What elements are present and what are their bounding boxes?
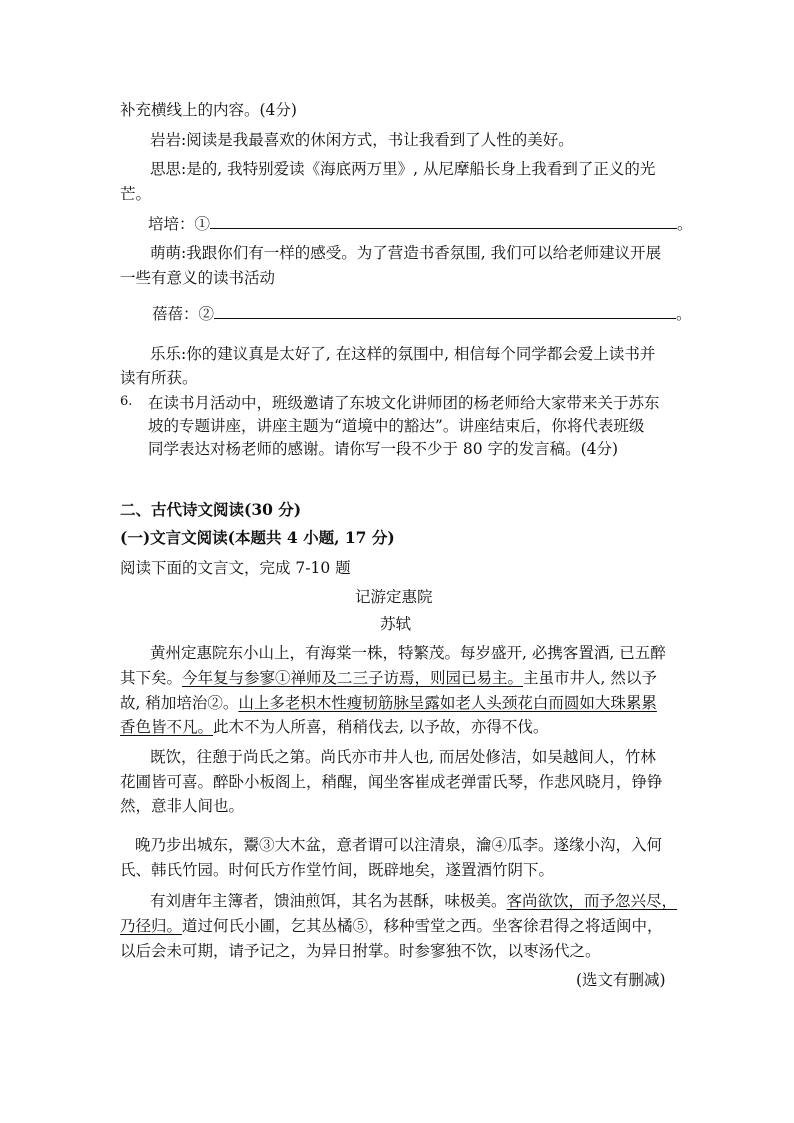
p1-line4 [120, 715, 548, 737]
answer-blank-2[interactable] [214, 304, 676, 319]
p2-line1: 既饮，往憩于尚氏之第。尚氏亦市井人也, 而居处修洁，如吴越间人，竹林 [150, 748, 656, 766]
q5-instruction: 补充横线上的内容。(4分) [120, 101, 297, 119]
p3-line1: 晚乃步出城东，鬻③大木盆，意者谓可以注清泉，瀹④瓜李。遂缘小沟，入何 [135, 836, 663, 854]
q6-number: 6. [120, 394, 133, 409]
dialog-mengmeng-line1: 萌萌:我跟你们有一样的感受。为了营造书香氛围, 我们可以给老师建议开展 [150, 244, 662, 262]
p4-text: 有刘唐年主簿者，馈油煎饵，其名为甚酥，味极美。 [150, 892, 507, 910]
passage-title: 记游定惠院 [355, 588, 433, 606]
underlined-sentence-2-end: 香色皆不凡。 [120, 718, 214, 736]
underlined-sentence-1: 今年复与参寥①禅师及二三子访焉，则园已易主。 [182, 669, 524, 687]
q6-line3: 同学表达对杨老师的感谢。请你写一段不少于 80 字的发言稿。(4分) [148, 440, 619, 458]
p1-text: 故, 稍加培治②。 [120, 694, 239, 712]
p3-line2: 氏、韩氏竹园。时何氏方作堂竹间，既辟地矣，遂置酒竹阴下。 [120, 861, 555, 879]
section-title: 二、古代诗文阅读(30 分) [120, 500, 302, 519]
p1-text: 此木不为人所喜，稍稍伐去, 以予故，亦得不伐。 [213, 718, 549, 736]
dialog-lele-line1: 乐乐:你的建议真是太好了, 在这样的氛围中, 相信每个同学都会爱上读书并 [150, 345, 656, 363]
p1-line2 [120, 666, 657, 688]
dialog-sisi-line2: 芒。 [120, 185, 152, 203]
p1-text: 主虽市井人, 然以予 [523, 669, 657, 687]
dialog-mengmeng-line2: 一些有意义的读书活动 [120, 269, 276, 287]
beibei-end: 。 [676, 305, 692, 323]
dialog-yanyan: 岩岩:阅读是我最喜欢的休闲方式，书让我看到了人性的美好。 [150, 131, 574, 149]
q6-line1: 在读书月活动中，班级邀请了东坡文化讲师团的杨老师给大家带来关于苏东 [148, 394, 660, 412]
p2-line2: 花圃皆可喜。醉卧小板阁上，稍醒，闻坐客崔成老弹雷氏琴，作悲风晓月，铮铮 [120, 773, 663, 791]
answer-blank-1[interactable] [210, 214, 677, 229]
dialog-peipei [148, 212, 693, 234]
section-instruction: 阅读下面的文言文，完成 7-10 题 [120, 559, 351, 577]
underlined-sentence-3-end: 乃径归。 [120, 917, 183, 935]
underlined-sentence-3: 客尚欲饮，而予忽兴尽， [506, 892, 678, 910]
underlined-sentence-2: 山上多老枳木性瘦韧筋脉呈露如老人头颈花白而圆如大珠累累 [238, 694, 657, 712]
p4-line2 [120, 914, 663, 936]
p1-line3 [120, 691, 657, 713]
q6-line2: 坡的专题讲座，讲座主题为“道境中的豁达”。讲座结束后，你将代表班级 [148, 417, 645, 435]
peipei-label: 培培：① [148, 215, 211, 233]
p1-text: 其下矣。 [120, 669, 183, 687]
dialog-beibei [152, 302, 692, 324]
dialog-sisi-line1: 思思:是的, 我特别爱读《海底两万里》, 从尼摩船长身上我看到了正义的光 [150, 160, 656, 178]
p4-line1 [150, 889, 677, 911]
beibei-label: 蓓蓓：② [152, 305, 215, 323]
peipei-end: 。 [677, 215, 693, 233]
p2-line3: 然，意非人间也。 [120, 797, 245, 815]
p4-line3: 以后会未可期，请予记之，为异日拊掌。时参寥独不饮，以枣汤代之。 [120, 942, 601, 960]
passage-note: (选文有删减) [576, 971, 666, 989]
dialog-lele-line2: 读有所获。 [120, 369, 198, 387]
passage-author: 苏轼 [380, 615, 412, 633]
p1-line1: 黄州定惠院东小山上，有海棠一株，特繁茂。每岁盛开, 必携客置酒, 已五醉 [150, 644, 666, 662]
section-subtitle: (一)文言文阅读(本题共 4 小题, 17 分) [120, 528, 395, 547]
p4-text: 道过何氏小圃，乞其丛橘⑤，移种雪堂之西。坐客徐君得之将适闽中， [182, 917, 663, 935]
